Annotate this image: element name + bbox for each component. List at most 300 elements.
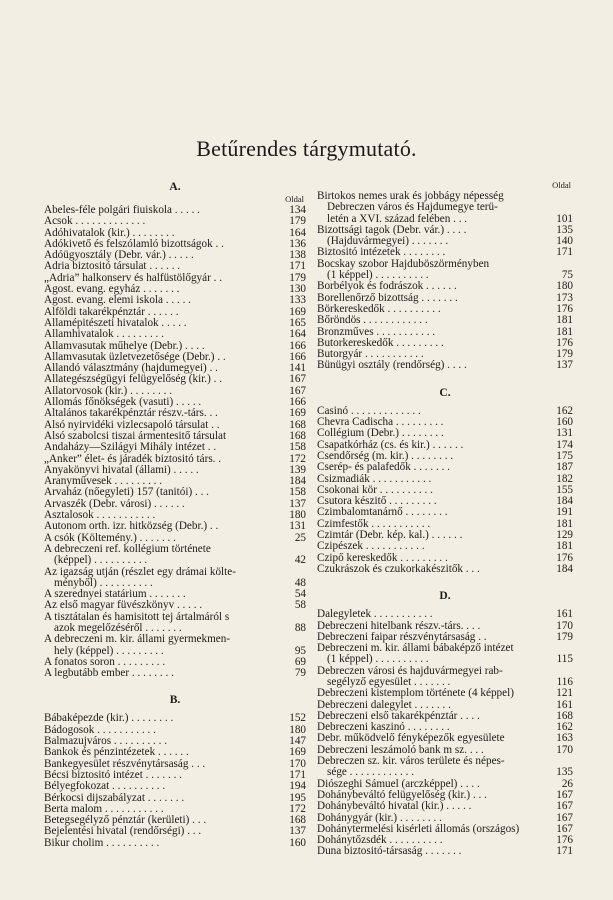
entry-text: Debreczen város és Hajdumegye terü-: [327, 202, 498, 214]
entry-text: Állomás főnökségek (vasuti) . . . . .: [44, 397, 202, 409]
entry-text: segélyző egyesület . . . . . . .: [327, 676, 451, 688]
entry-text: (képpel) . . . . . . . . . .: [54, 555, 148, 567]
index-entry: [317, 790, 573, 801]
index-entry: [317, 813, 573, 824]
index-entry: [317, 666, 573, 677]
entry-page: 139: [289, 463, 306, 476]
index-entry: [44, 363, 306, 374]
right-column: [317, 180, 573, 858]
entry-page: 163: [556, 732, 573, 745]
index-entry: [317, 688, 573, 699]
index-entry: [317, 553, 573, 564]
index-entry: [317, 632, 573, 643]
index-entry: [44, 759, 306, 770]
entry-page: 170: [289, 757, 306, 770]
entry-text: A debreczeni m. kir. állami gyermekmen-: [44, 634, 231, 646]
entry-page: 116: [556, 675, 573, 688]
index-entry: [44, 431, 306, 442]
entry-text: Csutora készitő . . . . . . . . .: [317, 496, 437, 508]
index-entry-continuation: [44, 578, 306, 589]
index-entry: [317, 711, 573, 722]
index-entry: [44, 352, 306, 363]
page-column-header: Oldal: [285, 194, 304, 204]
entry-text: Debreczen városi és hajduvármegyei rab-: [317, 665, 503, 677]
entry-page: 184: [289, 475, 306, 488]
entry-page: 170: [556, 619, 573, 632]
entry-page: 137: [289, 497, 306, 510]
entry-text: Andaházy—Szilágyi Mihály intézet . .: [44, 442, 217, 454]
page-title: Betűrendes tárgymutató.: [196, 136, 417, 161]
index-entry: [44, 725, 306, 736]
entry-text: Bronzműves . . . . . . . . . . .: [317, 326, 436, 338]
entry-text: Debreczen sz. kir. város területe és népes-: [317, 756, 505, 768]
index-entry: [44, 397, 306, 408]
entry-page: 167: [556, 788, 573, 801]
entry-text: A csók (Költemény.) . . . . . . .: [44, 532, 176, 544]
index-entry: [44, 216, 306, 227]
entry-page: 79: [294, 667, 306, 680]
entry-text: Debreczeni faipar részvénytársaság . .: [317, 631, 487, 643]
entry-page: 158: [289, 486, 306, 499]
index-entry: [44, 499, 306, 510]
entry-text: hely (képpel) . . . . . . . . .: [54, 645, 164, 657]
entry-page: 168: [289, 814, 306, 827]
entry-text: Csizmadiák . . . . . . . . . . .: [317, 473, 432, 485]
index-entry: [44, 420, 306, 431]
entry-text: Debr. működvelő fényképezők egyesülete: [317, 733, 505, 745]
entry-text: Adria biztositó társulat . . . . . .: [44, 261, 181, 273]
entry-page: 141: [289, 362, 306, 375]
entry-text: „Anker” élet- és járadék biztositó társ. .: [44, 453, 222, 465]
index-entry: [317, 643, 573, 654]
entry-page: 171: [556, 246, 573, 259]
entry-text: A szerednyei statárium . . . . . . .: [44, 589, 186, 601]
entry-text: Általános takarékpénztár részv.-társ. . .: [44, 408, 218, 420]
index-entry: [44, 804, 306, 815]
entry-text: Az első magyar füvészkönyv . . . . .: [44, 600, 203, 612]
entry-page: 168: [289, 429, 306, 442]
index-entry: [44, 567, 306, 578]
entry-text: Alföldi takarékpénztár . . . . . .: [44, 306, 179, 318]
entry-text: Asztalosok . . . . . . . . . . .: [44, 510, 156, 522]
entry-page: 58: [294, 599, 306, 612]
index-entry: [44, 589, 306, 600]
index-entry: [317, 338, 573, 349]
index-entry: [317, 846, 573, 857]
index-entry: [317, 722, 573, 733]
entry-page: 135: [556, 223, 573, 236]
entry-text: Debreczeni kistemplom története (4 képpel): [317, 688, 514, 700]
index-entry: [44, 770, 306, 781]
entry-text: Bejelentési hivatal (rendőrségi) . . .: [44, 826, 202, 838]
entry-page: 158: [289, 441, 306, 454]
entry-text: Csendőrség (m. kir.) . . . . . . . .: [317, 450, 454, 462]
index-entry: [44, 465, 306, 476]
entry-page: 181: [556, 314, 573, 327]
index-entry: [317, 745, 573, 756]
entry-page: 169: [289, 407, 306, 420]
index-entry: [44, 612, 306, 623]
index-entry: [317, 236, 573, 247]
index-entry: [44, 250, 306, 261]
index-entry: [44, 442, 306, 453]
index-entry: [317, 406, 573, 417]
entry-page: 131: [289, 520, 306, 533]
entry-page: 167: [289, 384, 306, 397]
entry-page: 171: [289, 260, 306, 273]
index-entry: [44, 838, 306, 849]
entry-text: Ágost. evang. egyház . . . . . . .: [44, 284, 180, 296]
entry-page: 137: [289, 825, 306, 838]
entry-page: 129: [556, 529, 573, 542]
entry-text: A debreczeni ref. kollégium története: [44, 543, 211, 555]
index-entry: [44, 510, 306, 521]
entry-text: Ágost. evang. elemi iskola . . . . .: [44, 295, 191, 307]
section-letter: C.: [439, 386, 451, 399]
index-entry: [317, 621, 573, 632]
entry-text: Berta malom . . . . . . . . . . .: [44, 803, 164, 815]
index-entry: [44, 476, 306, 487]
index-entry: [317, 733, 573, 744]
index-entry: [317, 304, 573, 315]
entry-text: sége . . . . . . . . . . . .: [327, 767, 415, 779]
entry-text: Dohánygyár (kir.) . . . . . . . .: [317, 812, 442, 824]
entry-text: Czimtár (Debr. kép. kal.) . . . . . .: [317, 530, 463, 542]
index-entry: [44, 261, 306, 272]
index-entry: [44, 668, 306, 679]
entry-page: 134: [289, 204, 306, 216]
entry-text: Debreczeni dalegylet . . . . . . .: [317, 699, 451, 711]
index-entry: [317, 564, 573, 575]
index-entry: [44, 295, 306, 306]
entry-page: 172: [289, 802, 306, 815]
index-entry: [44, 747, 306, 758]
index-entry: [317, 756, 573, 767]
entry-page: 174: [556, 438, 573, 451]
index-entry: [317, 281, 573, 292]
index-entry: [44, 736, 306, 747]
entry-page: 166: [289, 396, 306, 409]
section-letter: A.: [169, 181, 181, 193]
entry-page: 191: [556, 506, 573, 519]
entry-text: Czipő kereskedők . . . . . . . . .: [317, 552, 448, 564]
index-entry: [44, 713, 306, 724]
entry-text: Borellenőrző bizottság . . . . . . .: [317, 292, 458, 304]
entry-page: 184: [556, 562, 573, 575]
index-entry: [317, 496, 573, 507]
entry-text: Dohánytermelési kisérleti állomás (országos): [317, 823, 520, 835]
entry-page: 138: [289, 249, 306, 262]
entry-text: Bádogosok . . . . . . . . . . .: [44, 724, 156, 736]
index-entry: [317, 507, 573, 518]
entry-text: Államvasutak műhelye (Debr.) . . . .: [44, 340, 205, 352]
index-entry: [317, 824, 573, 835]
entry-page: 95: [294, 644, 306, 657]
entry-text: Debreczeni kaszinó . . . . . . . .: [317, 722, 450, 734]
index-entry: [44, 341, 306, 352]
entry-page: 48: [294, 576, 306, 589]
entry-text: Casinó . . . . . . . . . . . . .: [317, 405, 421, 417]
entry-page: 167: [289, 373, 306, 386]
index-entry: [44, 521, 306, 532]
index-entry: [44, 781, 306, 792]
entry-text: Dohánybeváltó felügyelőség (kir.) . . .: [317, 789, 487, 801]
entry-page: 184: [556, 495, 573, 508]
entry-text: (1 képpel) . . . . . . . . . .: [327, 654, 429, 666]
entry-text: Bankegyesület részvénytársaság . . .: [44, 758, 206, 770]
index-entry: [317, 779, 573, 790]
index-entry: [44, 826, 306, 837]
index-entry: [317, 801, 573, 812]
entry-page: 176: [556, 336, 573, 349]
entry-text: Alsó nyirvidéki vizlecsapoló társulat . .: [44, 419, 220, 431]
entry-page: 164: [289, 226, 306, 239]
entry-text: Bizottsági tagok (Debr. vár.) . . . .: [317, 224, 467, 236]
entry-text: „Adria” halkonserv és halfüstölőgyár . .: [44, 272, 223, 284]
entry-page: 179: [289, 271, 306, 284]
entry-page: 136: [289, 237, 306, 250]
entry-page: 176: [556, 834, 573, 847]
entry-text: Alsó szabolcsi tiszai ármentesitő társulat: [44, 430, 227, 442]
index-entry: [44, 544, 306, 555]
index-entry: [317, 462, 573, 473]
entry-text: Állategészségügyi felügyelőség (kir.) . .: [44, 374, 223, 386]
entry-text: Dalegyletek . . . . . . . . . . .: [317, 609, 433, 621]
entry-page: 181: [556, 325, 573, 338]
entry-text: Chevra Cadischa . . . . . . . . .: [317, 417, 444, 429]
index-entry: [317, 451, 573, 462]
entry-text: Debreczeni első takarékpénztár . . . .: [317, 710, 480, 722]
entry-text: A legbutább ember . . . . . . . .: [44, 668, 174, 680]
index-entry: [44, 374, 306, 385]
entry-page: 181: [556, 540, 573, 553]
entry-text: Biztositó intézetek . . . . . . . .: [317, 247, 446, 259]
entry-text: ményből) . . . . . . . . . .: [54, 577, 153, 589]
index-entry: [44, 487, 306, 498]
entry-page: 147: [289, 735, 306, 748]
entry-text: Adóhivatalok (kir.) . . . . . . . .: [44, 227, 175, 239]
index-entry: [44, 228, 306, 239]
entry-page: 115: [556, 653, 573, 666]
entry-text: Diószeghi Sámuel (arczképpel) . . . .: [317, 778, 480, 790]
entry-page: 137: [556, 359, 573, 372]
entry-text: Bikur cholim . . . . . . . . . .: [44, 837, 160, 849]
entry-page: 54: [294, 588, 306, 601]
entry-text: Az igazság utján (részlet egy drámai költe-: [44, 566, 236, 578]
entry-text: Árvaház (nőegyleti) 157 (tanitói) . . .: [44, 487, 209, 499]
index-entry: [317, 609, 573, 620]
index-entry: [44, 386, 306, 397]
index-entry: [44, 205, 306, 216]
index-entry: [317, 835, 573, 846]
entry-text: Adóügyosztály (Debr. vár.) . . . . .: [44, 250, 194, 262]
entry-text: Borbélyok és fodrászok . . . . . .: [317, 281, 457, 293]
entry-page: 166: [289, 339, 306, 352]
page-column-header: Oldal: [552, 180, 571, 190]
entry-page: 155: [556, 483, 573, 496]
entry-text: Butorgyár . . . . . . . . . . .: [317, 349, 424, 361]
entry-page: 180: [289, 509, 306, 522]
entry-text: Csokonai kör . . . . . . . . . .: [317, 484, 433, 496]
entry-page: 131: [556, 427, 573, 440]
entry-text: Bécsi biztositó intézet . . . . . . .: [44, 769, 182, 781]
index-entry: [317, 360, 573, 371]
entry-text: Betegsegélyző pénztár (kerületi) . . .: [44, 815, 207, 827]
entry-text: Bábaképezde (kir.) . . . . . . . .: [44, 713, 174, 725]
entry-text: (Hajduvármegyei) . . . . . . .: [327, 236, 449, 248]
index-entry: [317, 259, 573, 270]
entry-page: 160: [556, 416, 573, 429]
entry-page: 181: [556, 517, 573, 530]
entry-text: Bocskay szobor Hajduböszörményben: [317, 258, 490, 270]
entry-page: 167: [556, 800, 573, 813]
entry-page: 167: [556, 811, 573, 824]
index-entry: [44, 657, 306, 668]
index-entry-continuation: [317, 767, 573, 778]
index-entry: [44, 634, 306, 645]
index-entry: [317, 417, 573, 428]
entry-text: Bankok és pénzintézetek . . . . . .: [44, 747, 189, 759]
entry-text: Collégium (Debr.) . . . . . . . .: [317, 428, 444, 440]
index-entry-continuation: [44, 555, 306, 566]
entry-page: 176: [556, 551, 573, 564]
entry-page: 168: [289, 418, 306, 431]
entry-page: 135: [556, 766, 573, 779]
index-entry: [44, 318, 306, 329]
entry-text: (1 képpel) . . . . . . . . . .: [327, 270, 429, 282]
entry-text: Államvasutak üzletvezetősége (Debr.) . .: [44, 351, 226, 363]
entry-page: 161: [556, 698, 573, 711]
entry-text: Autonom orth. izr. hitközség (Debr.) . .: [44, 521, 219, 533]
entry-page: 182: [556, 472, 573, 485]
entry-text: Állatorvosok (kir.) . . . . . . . .: [44, 385, 173, 397]
entry-text: Bélyegfokozat . . . . . . . . . .: [44, 781, 166, 793]
section-letter: B.: [169, 694, 181, 707]
index-entry: [317, 541, 573, 552]
entry-text: Állandó választmány (hajdumegyei) . .: [44, 363, 218, 375]
entry-page: 179: [556, 348, 573, 361]
index-entry: [317, 327, 573, 338]
index-entry-continuation: [317, 677, 573, 688]
index-entry: [44, 408, 306, 419]
index-entry-continuation: [44, 623, 306, 634]
index-entry: [317, 293, 573, 304]
index-entry: [317, 440, 573, 451]
entry-page: 162: [556, 721, 573, 734]
section-spacer: [44, 679, 306, 693]
index-entry: [317, 485, 573, 496]
entry-text: Dohánybeváltó hivatal (kir.) . . . . .: [317, 801, 472, 813]
index-entry: [44, 533, 306, 544]
entry-text: Ácsok . . . . . . . . . . . . .: [44, 216, 146, 228]
entry-page: 42: [294, 554, 306, 567]
index-entry: [44, 454, 306, 465]
entry-page: 172: [289, 452, 306, 465]
entry-text: Dohánytőzsdék . . . . . . . . . .: [317, 835, 443, 847]
index-entry: [317, 349, 573, 360]
index-entry: [317, 191, 573, 202]
entry-text: Balmazujváros . . . . . . . . . .: [44, 736, 168, 748]
entry-page: 187: [556, 461, 573, 474]
index-entry: [44, 239, 306, 250]
entry-page: 180: [289, 723, 306, 736]
entry-page: 176: [556, 302, 573, 315]
index-entry-continuation: [317, 202, 573, 213]
index-entry: [44, 329, 306, 340]
entry-text: Debreczeni m. kir. állami bábaképző intézet: [317, 643, 514, 655]
entry-text: Czimfestők . . . . . . . . . . .: [317, 518, 431, 530]
entry-text: Debreczeni leszámoló bank m sz. . . .: [317, 744, 484, 756]
entry-page: 166: [289, 350, 306, 363]
entry-page: 140: [556, 235, 573, 248]
entry-page: 194: [289, 780, 306, 793]
entry-page: 173: [556, 291, 573, 304]
entry-page: 69: [294, 655, 306, 668]
entry-text: Cserép- és palafedők . . . . . . .: [317, 462, 450, 474]
entry-page: 75: [561, 269, 573, 282]
entry-text: letén a XVI. század felében . . .: [327, 213, 468, 225]
entry-page: 171: [289, 768, 306, 781]
index-entry: [44, 284, 306, 295]
entry-page: 171: [556, 845, 573, 858]
entry-text: Árvaszék (Debr. városi) . . . . . .: [44, 498, 185, 510]
index-entry: [317, 530, 573, 541]
entry-text: A fonatos soron . . . . . . . . .: [44, 656, 166, 668]
entry-page: 162: [556, 404, 573, 417]
entry-page: 160: [289, 836, 306, 849]
entry-page: 26: [561, 777, 573, 790]
section-spacer: [317, 575, 573, 589]
entry-text: Birtokos nemes urak és jobbágy népesség: [317, 191, 504, 202]
entry-page: 167: [556, 822, 573, 835]
left-column: [44, 180, 306, 849]
index-entry: [44, 273, 306, 284]
index-entry-continuation: [317, 214, 573, 225]
entry-page: 161: [556, 608, 573, 621]
index-entry: [44, 793, 306, 804]
section-letter: D.: [439, 590, 451, 603]
entry-text: Államhivatalok . . . . . . . . .: [44, 329, 164, 341]
index-entry: [44, 600, 306, 611]
index-entry: [317, 225, 573, 236]
entry-text: Duna biztositó-társaság . . . . . . .: [317, 846, 462, 858]
index-entry-continuation: [44, 646, 306, 657]
entry-text: A tisztátalan és hamisitott tej ártalmáról s: [44, 611, 230, 623]
entry-text: Csapatkórház (cs. és kir.) . . . . . .: [317, 439, 464, 451]
entry-page: 180: [556, 280, 573, 293]
entry-text: Butorkereskedők . . . . . . . . .: [317, 337, 444, 349]
index-entry: [317, 315, 573, 326]
entry-page: 101: [556, 212, 573, 225]
entry-text: Államépitészeti hivatalok . . . . .: [44, 317, 187, 329]
entry-page: 195: [289, 791, 306, 804]
entry-text: azok megelőzéséről . . . . . . .: [54, 622, 182, 634]
entry-text: Czimbalomtanárnő . . . . . . . .: [317, 507, 448, 519]
index-entry: [317, 474, 573, 485]
entry-text: Adókivető és felszólamló bizottságok . .: [44, 238, 224, 250]
entry-page: 152: [289, 712, 306, 725]
index-entry: [44, 307, 306, 318]
entry-text: Aranyművesek . . . . . . . . .: [44, 476, 163, 488]
index-entry: [317, 428, 573, 439]
entry-page: 130: [289, 283, 306, 296]
entry-page: 88: [294, 621, 306, 634]
entry-page: 168: [556, 709, 573, 722]
entry-page: 121: [556, 687, 573, 700]
entry-page: 164: [289, 328, 306, 341]
entry-text: Debreczeni hitelbank részv.-társ. . . .: [317, 620, 481, 632]
index-entry: [317, 700, 573, 711]
